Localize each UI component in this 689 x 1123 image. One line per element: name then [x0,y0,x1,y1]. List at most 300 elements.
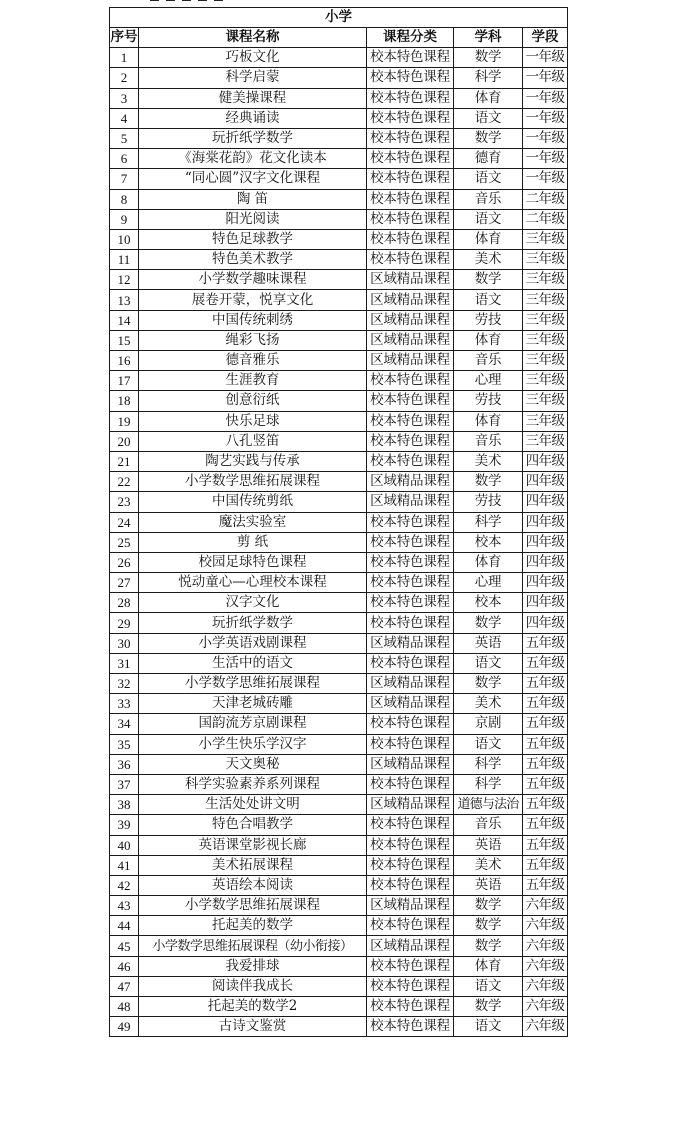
cell-no: 21 [110,451,139,471]
cell-subject: 语文 [454,653,523,673]
table-row [110,310,568,330]
cell-subject: 音乐 [454,431,523,451]
cell-course-name: 中国传统剪纸 [139,492,367,512]
cell-subject: 美术 [454,855,523,875]
cell-category: 区域精品课程 [367,795,454,815]
table-row [110,916,568,936]
cell-subject: 体育 [454,229,523,249]
table-row [110,956,568,976]
cell-no: 12 [110,270,139,290]
cell-grade: 三年级 [523,229,568,249]
cell-grade: 四年级 [523,472,568,492]
table-row [110,209,568,229]
cell-grade: 五年级 [523,875,568,895]
cell-course-name: 英语绘本阅读 [139,875,367,895]
table-row [110,613,568,633]
cell-course-name: 剪 纸 [139,532,367,552]
table-row [110,290,568,310]
cell-subject: 数学 [454,270,523,290]
cell-grade: 五年级 [523,774,568,794]
table-row [110,48,568,68]
cell-subject: 英语 [454,633,523,653]
cell-no: 44 [110,916,139,936]
table-row [110,552,568,572]
table-row [110,875,568,895]
cell-category: 校本特色课程 [367,815,454,835]
cell-grade: 六年级 [523,896,568,916]
cell-grade: 三年级 [523,270,568,290]
cell-course-name: 陶艺实践与传承 [139,451,367,471]
table-body [110,48,568,1037]
cell-grade: 一年级 [523,48,568,68]
cell-course-name: 玩折纸学数学 [139,128,367,148]
table-row [110,532,568,552]
cell-grade: 四年级 [523,593,568,613]
table-row [110,714,568,734]
cell-subject: 语文 [454,976,523,996]
cell-grade: 四年级 [523,552,568,572]
cell-course-name: “同心圆”汉字文化课程 [139,169,367,189]
cell-category: 校本特色课程 [367,431,454,451]
cell-grade: 一年级 [523,149,568,169]
cell-subject: 数学 [454,128,523,148]
cell-course-name: 托起美的数学 [139,916,367,936]
section-title: 小学 [110,8,568,28]
cell-no: 14 [110,310,139,330]
table-row [110,472,568,492]
cell-subject: 心理 [454,573,523,593]
cell-category: 校本特色课程 [367,956,454,976]
cell-grade: 三年级 [523,290,568,310]
cell-category: 校本特色课程 [367,229,454,249]
cell-subject: 数学 [454,896,523,916]
cell-no: 1 [110,48,139,68]
cell-category: 校本特色课程 [367,411,454,431]
header-row [110,28,568,48]
cell-subject: 体育 [454,330,523,350]
cell-category: 校本特色课程 [367,613,454,633]
cell-subject: 体育 [454,552,523,572]
cell-course-name: 玩折纸学数学 [139,613,367,633]
cell-category: 校本特色课程 [367,512,454,532]
cell-no: 46 [110,956,139,976]
cell-subject: 数学 [454,916,523,936]
table-row [110,229,568,249]
cell-grade: 一年级 [523,108,568,128]
cell-subject: 语文 [454,108,523,128]
table-row [110,149,568,169]
cell-course-name: 科学启蒙 [139,68,367,88]
cell-category: 校本特色课程 [367,451,454,471]
cell-category: 校本特色课程 [367,391,454,411]
table-row [110,976,568,996]
cell-category: 区域精品课程 [367,936,454,956]
cell-course-name: 阳光阅读 [139,209,367,229]
cell-no: 15 [110,330,139,350]
cell-grade: 六年级 [523,997,568,1017]
cell-no: 10 [110,229,139,249]
cell-grade: 二年级 [523,189,568,209]
cell-category: 校本特色课程 [367,835,454,855]
table-row [110,734,568,754]
cell-no: 29 [110,613,139,633]
cell-no: 37 [110,774,139,794]
cell-course-name: 健美操课程 [139,88,367,108]
cell-category: 校本特色课程 [367,774,454,794]
table-row [110,250,568,270]
cell-course-name: 德音雅乐 [139,351,367,371]
cell-subject: 道德与法治 [454,795,523,815]
cell-grade: 四年级 [523,613,568,633]
cell-course-name: 快乐足球 [139,411,367,431]
cell-course-name: 展卷开蒙，悦享文化 [139,290,367,310]
cell-no: 40 [110,835,139,855]
table-row [110,835,568,855]
cell-category: 校本特色课程 [367,976,454,996]
cell-category: 区域精品课程 [367,754,454,774]
cell-subject: 语文 [454,169,523,189]
cell-category: 区域精品课程 [367,270,454,290]
cell-no: 8 [110,189,139,209]
cell-no: 35 [110,734,139,754]
cell-no: 22 [110,472,139,492]
cell-course-name: 特色美术教学 [139,250,367,270]
cell-subject: 语文 [454,290,523,310]
header-category: 课程分类 [367,28,454,48]
cell-subject: 体育 [454,956,523,976]
cell-no: 30 [110,633,139,653]
cell-grade: 六年级 [523,916,568,936]
cell-grade: 三年级 [523,411,568,431]
cell-course-name: 悦动童心—心理校本课程 [139,573,367,593]
cell-course-name: 古诗文鉴赏 [139,1017,367,1037]
cell-course-name: 巧板文化 [139,48,367,68]
table-row [110,774,568,794]
header-no: 序号 [110,28,139,48]
cell-subject: 音乐 [454,351,523,371]
cell-subject: 科学 [454,774,523,794]
table-row [110,573,568,593]
cell-course-name: 陶 笛 [139,189,367,209]
table-row [110,593,568,613]
cell-course-name: 小学数学思维拓展课程 [139,674,367,694]
cell-course-name: 生活处处讲文明 [139,795,367,815]
cell-no: 38 [110,795,139,815]
cell-subject: 科学 [454,68,523,88]
cell-subject: 英语 [454,875,523,895]
cell-category: 校本特色课程 [367,88,454,108]
cell-course-name: 小学数学趣味课程 [139,270,367,290]
cell-course-name: 汉字文化 [139,593,367,613]
cell-category: 区域精品课程 [367,310,454,330]
cell-subject: 劳技 [454,391,523,411]
cell-category: 校本特色课程 [367,209,454,229]
table-row [110,633,568,653]
cell-grade: 六年级 [523,976,568,996]
cell-category: 区域精品课程 [367,674,454,694]
cell-category: 区域精品课程 [367,330,454,350]
cell-subject: 科学 [454,754,523,774]
cell-subject: 数学 [454,936,523,956]
cell-no: 13 [110,290,139,310]
cell-subject: 心理 [454,371,523,391]
cell-grade: 四年级 [523,512,568,532]
table-row [110,795,568,815]
header-course-name: 课程名称 [139,28,367,48]
cell-course-name: 八孔竖笛 [139,431,367,451]
cell-no: 28 [110,593,139,613]
cell-no: 24 [110,512,139,532]
cell-subject: 数学 [454,613,523,633]
table-row [110,512,568,532]
cell-course-name: 托起美的数学2 [139,997,367,1017]
cell-grade: 五年级 [523,653,568,673]
cell-grade: 三年级 [523,391,568,411]
cell-no: 43 [110,896,139,916]
cell-grade: 五年级 [523,835,568,855]
table-row [110,754,568,774]
cell-subject: 美术 [454,451,523,471]
cell-no: 16 [110,351,139,371]
cell-category: 校本特色课程 [367,128,454,148]
cell-no: 31 [110,653,139,673]
cell-category: 校本特色课程 [367,653,454,673]
cell-grade: 五年级 [523,734,568,754]
cell-course-name: 中国传统刺绣 [139,310,367,330]
cropped-heading-fragment [150,0,240,4]
cell-subject: 校本 [454,593,523,613]
cell-subject: 语文 [454,1017,523,1037]
table-row [110,451,568,471]
cell-grade: 一年级 [523,88,568,108]
cell-category: 区域精品课程 [367,694,454,714]
cell-subject: 美术 [454,250,523,270]
cell-subject: 数学 [454,674,523,694]
cell-grade: 一年级 [523,169,568,189]
cell-grade: 五年级 [523,633,568,653]
cell-grade: 三年级 [523,330,568,350]
cell-subject: 京剧 [454,714,523,734]
cell-category: 校本特色课程 [367,532,454,552]
cell-no: 27 [110,573,139,593]
cell-category: 校本特色课程 [367,68,454,88]
cell-subject: 科学 [454,512,523,532]
cell-course-name: 天津老城砖雕 [139,694,367,714]
cell-course-name: 小学数学思维拓展课程（幼小衔接） [139,936,367,956]
cell-category: 校本特色课程 [367,189,454,209]
cell-no: 33 [110,694,139,714]
cell-category: 校本特色课程 [367,1017,454,1037]
cell-no: 23 [110,492,139,512]
cell-subject: 音乐 [454,815,523,835]
cell-subject: 英语 [454,835,523,855]
cell-grade: 五年级 [523,714,568,734]
cell-category: 校本特色课程 [367,250,454,270]
cell-subject: 劳技 [454,310,523,330]
cell-category: 校本特色课程 [367,552,454,572]
cell-no: 5 [110,128,139,148]
cell-course-name: 国韵流芳京剧课程 [139,714,367,734]
table-row [110,351,568,371]
cell-course-name: 小学数学思维拓展课程 [139,896,367,916]
table-row [110,391,568,411]
cell-no: 6 [110,149,139,169]
table-row [110,68,568,88]
cell-category: 区域精品课程 [367,896,454,916]
section-title-row [110,8,568,28]
cell-category: 校本特色课程 [367,573,454,593]
cell-category: 校本特色课程 [367,149,454,169]
cell-course-name: 特色合唱教学 [139,815,367,835]
cell-grade: 一年级 [523,68,568,88]
table-row [110,855,568,875]
cell-category: 校本特色课程 [367,169,454,189]
cell-no: 48 [110,997,139,1017]
table-row [110,694,568,714]
table-row [110,88,568,108]
table-row [110,189,568,209]
cell-grade: 五年级 [523,815,568,835]
cell-course-name: 绳彩飞扬 [139,330,367,350]
cell-course-name: 《海棠花韵》花文化读本 [139,149,367,169]
cell-no: 45 [110,936,139,956]
cell-grade: 六年级 [523,936,568,956]
header-subject: 学科 [454,28,523,48]
cell-course-name: 魔法实验室 [139,512,367,532]
cell-subject: 校本 [454,532,523,552]
cell-grade: 六年级 [523,956,568,976]
cell-no: 2 [110,68,139,88]
cell-subject: 美术 [454,694,523,714]
table-row [110,1017,568,1037]
cell-grade: 一年级 [523,128,568,148]
cell-course-name: 小学生快乐学汉字 [139,734,367,754]
cell-category: 校本特色课程 [367,916,454,936]
table-row [110,371,568,391]
table-row [110,330,568,350]
cell-course-name: 英语课堂影视长廊 [139,835,367,855]
cell-no: 42 [110,875,139,895]
table-row [110,169,568,189]
table-row [110,815,568,835]
cell-category: 区域精品课程 [367,290,454,310]
cell-no: 9 [110,209,139,229]
cell-course-name: 美术拓展课程 [139,855,367,875]
cell-category: 校本特色课程 [367,855,454,875]
cell-no: 17 [110,371,139,391]
cell-no: 4 [110,108,139,128]
cell-category: 校本特色课程 [367,714,454,734]
cell-grade: 三年级 [523,351,568,371]
cell-grade: 四年级 [523,492,568,512]
table-row [110,674,568,694]
cell-no: 39 [110,815,139,835]
cell-category: 校本特色课程 [367,997,454,1017]
cell-no: 49 [110,1017,139,1037]
cell-course-name: 校园足球特色课程 [139,552,367,572]
cell-grade: 五年级 [523,855,568,875]
cell-subject: 德育 [454,149,523,169]
cell-no: 47 [110,976,139,996]
cell-category: 校本特色课程 [367,593,454,613]
cell-subject: 数学 [454,48,523,68]
cell-grade: 三年级 [523,310,568,330]
cell-course-name: 生涯教育 [139,371,367,391]
cell-category: 校本特色课程 [367,371,454,391]
cell-grade: 四年级 [523,532,568,552]
cell-category: 区域精品课程 [367,633,454,653]
cell-grade: 四年级 [523,451,568,471]
table-row [110,492,568,512]
cell-grade: 四年级 [523,573,568,593]
header-grade: 学段 [523,28,568,48]
cell-no: 34 [110,714,139,734]
cell-no: 7 [110,169,139,189]
cell-subject: 数学 [454,997,523,1017]
table-row [110,270,568,290]
table-row [110,653,568,673]
cell-no: 41 [110,855,139,875]
cell-subject: 音乐 [454,189,523,209]
cell-no: 18 [110,391,139,411]
cell-category: 校本特色课程 [367,48,454,68]
cell-grade: 三年级 [523,431,568,451]
cell-grade: 五年级 [523,694,568,714]
cell-course-name: 生活中的语文 [139,653,367,673]
cell-no: 36 [110,754,139,774]
cell-course-name: 科学实验素养系列课程 [139,774,367,794]
cell-subject: 语文 [454,209,523,229]
cell-grade: 二年级 [523,209,568,229]
cell-subject: 语文 [454,734,523,754]
cell-no: 3 [110,88,139,108]
cell-no: 19 [110,411,139,431]
table-row [110,411,568,431]
cell-subject: 劳技 [454,492,523,512]
cell-course-name: 天文奥秘 [139,754,367,774]
cell-category: 校本特色课程 [367,108,454,128]
cell-course-name: 特色足球教学 [139,229,367,249]
cell-course-name: 阅读伴我成长 [139,976,367,996]
table-row [110,896,568,916]
cell-category: 校本特色课程 [367,875,454,895]
cell-no: 25 [110,532,139,552]
cell-subject: 体育 [454,88,523,108]
cell-grade: 三年级 [523,250,568,270]
cell-subject: 数学 [454,472,523,492]
table-row [110,936,568,956]
cell-course-name: 小学英语戏剧课程 [139,633,367,653]
cell-grade: 三年级 [523,371,568,391]
cell-category: 区域精品课程 [367,472,454,492]
cell-no: 20 [110,431,139,451]
cell-course-name: 我爱排球 [139,956,367,976]
cell-category: 区域精品课程 [367,351,454,371]
cell-category: 区域精品课程 [367,492,454,512]
cell-grade: 五年级 [523,754,568,774]
cell-course-name: 经典诵读 [139,108,367,128]
cell-no: 32 [110,674,139,694]
cell-grade: 五年级 [523,795,568,815]
cell-no: 26 [110,552,139,572]
course-table [109,7,568,1037]
cell-grade: 六年级 [523,1017,568,1037]
cell-course-name: 小学数学思维拓展课程 [139,472,367,492]
table-row [110,997,568,1017]
cell-subject: 体育 [454,411,523,431]
cell-no: 11 [110,250,139,270]
table-row [110,128,568,148]
